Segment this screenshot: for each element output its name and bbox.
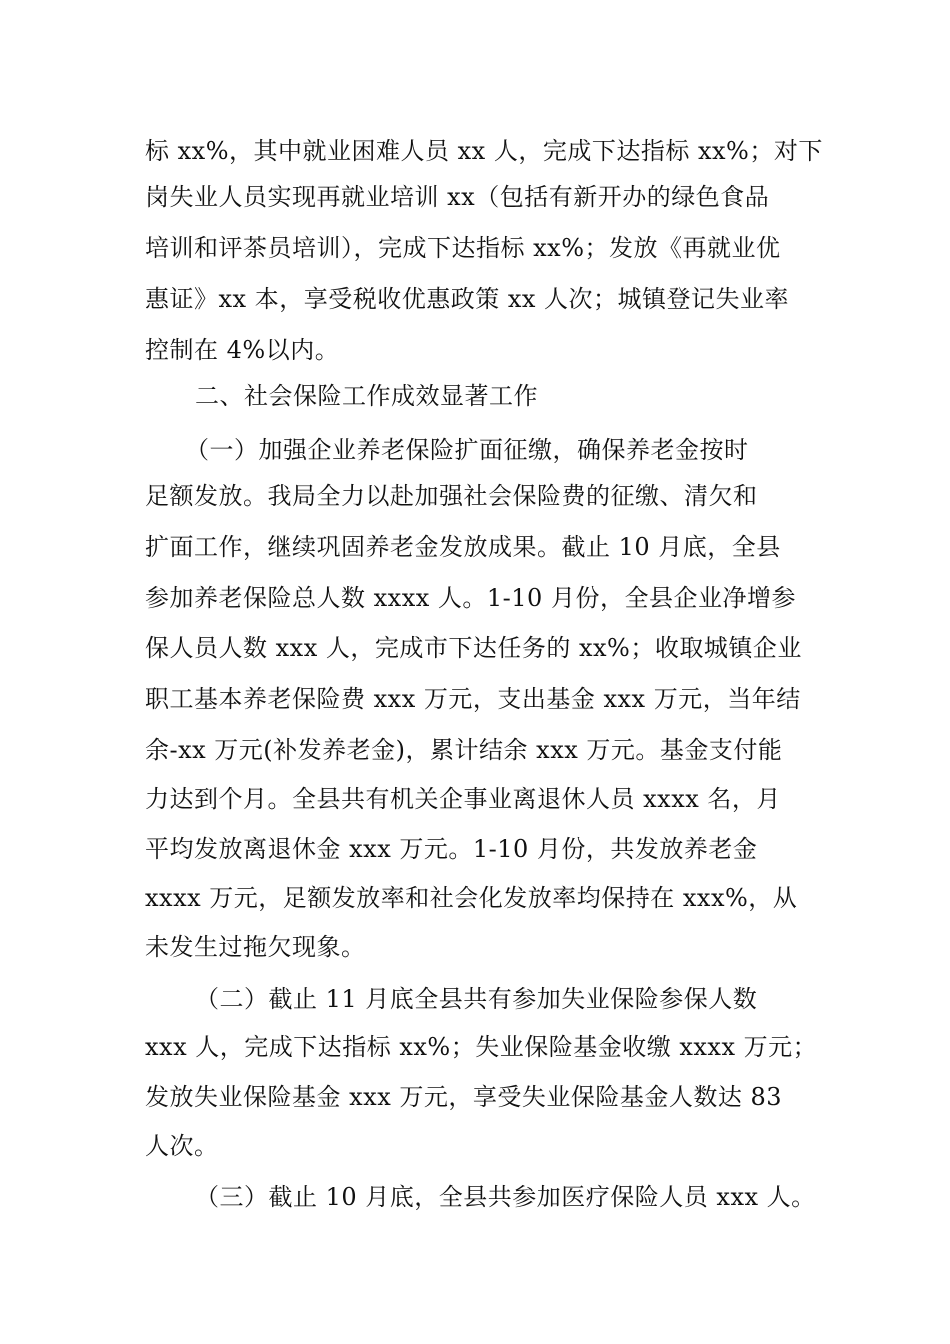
text-line-13: 余-xx 万元(补发养老金)，累计结余 xxx 万元。基金支付能 (145, 736, 783, 764)
text-line-1: 标 xx%，其中就业困难人员 xx 人，完成下达指标 xx%；对下 (145, 137, 823, 165)
text-line-20: 发放失业保险基金 xxx 万元，享受失业保险基金人数达 83 (145, 1083, 783, 1111)
text-line-12: 职工基本养老保险费 xxx 万元，支出基金 xxx 万元，当年结 (145, 685, 801, 713)
text-line-8: 足额发放。我局全力以赴加强社会保险费的征缴、清欠和 (145, 482, 758, 510)
subsection-heading-1: （一）加强企业养老保险扩面征缴，确保养老金按时 (185, 436, 749, 464)
text-line-3: 培训和评茶员培训），完成下达指标 xx%；发放《再就业优 (145, 234, 781, 262)
text-line-17: 未发生过拖欠现象。 (145, 933, 366, 961)
text-line-16: xxxx 万元，足额发放率和社会化发放率均保持在 xxx%，从 (145, 884, 798, 912)
text-line-10: 参加养老保险总人数 xxxx 人。1-10 月份，全县企业净增参 (145, 584, 796, 612)
text-line-21: 人次。 (145, 1132, 219, 1160)
text-line-9: 扩面工作，继续巩固养老金发放成果。截止 10 月底，全县 (145, 533, 781, 561)
text-line-15: 平均发放离退休金 xxx 万元。1-10 月份，共发放养老金 (145, 835, 758, 863)
subsection-heading-3: （三）截止 10 月底，全县共参加医疗保险人员 xxx 人。 (195, 1183, 816, 1211)
text-line-14: 力达到个月。全县共有机关企事业离退休人员 xxxx 名，月 (145, 785, 781, 813)
text-line-2: 岗失业人员实现再就业培训 xx（包括有新开办的绿色食品 (145, 183, 770, 211)
text-line-5: 控制在 4%以内。 (145, 336, 340, 364)
subsection-heading-2: （二）截止 11 月底全县共有参加失业保险参保人数 (195, 985, 758, 1013)
text-line-19: xxx 人，完成下达指标 xx%；失业保险基金收缴 xxxx 万元； (145, 1033, 818, 1061)
text-line-4: 惠证》xx 本，享受税收优惠政策 xx 人次；城镇登记失业率 (145, 285, 790, 313)
text-line-11: 保人员人数 xxx 人，完成市下达任务的 xx%；收取城镇企业 (145, 634, 802, 662)
section-heading: 二、社会保险工作成效显著工作 (195, 382, 538, 410)
